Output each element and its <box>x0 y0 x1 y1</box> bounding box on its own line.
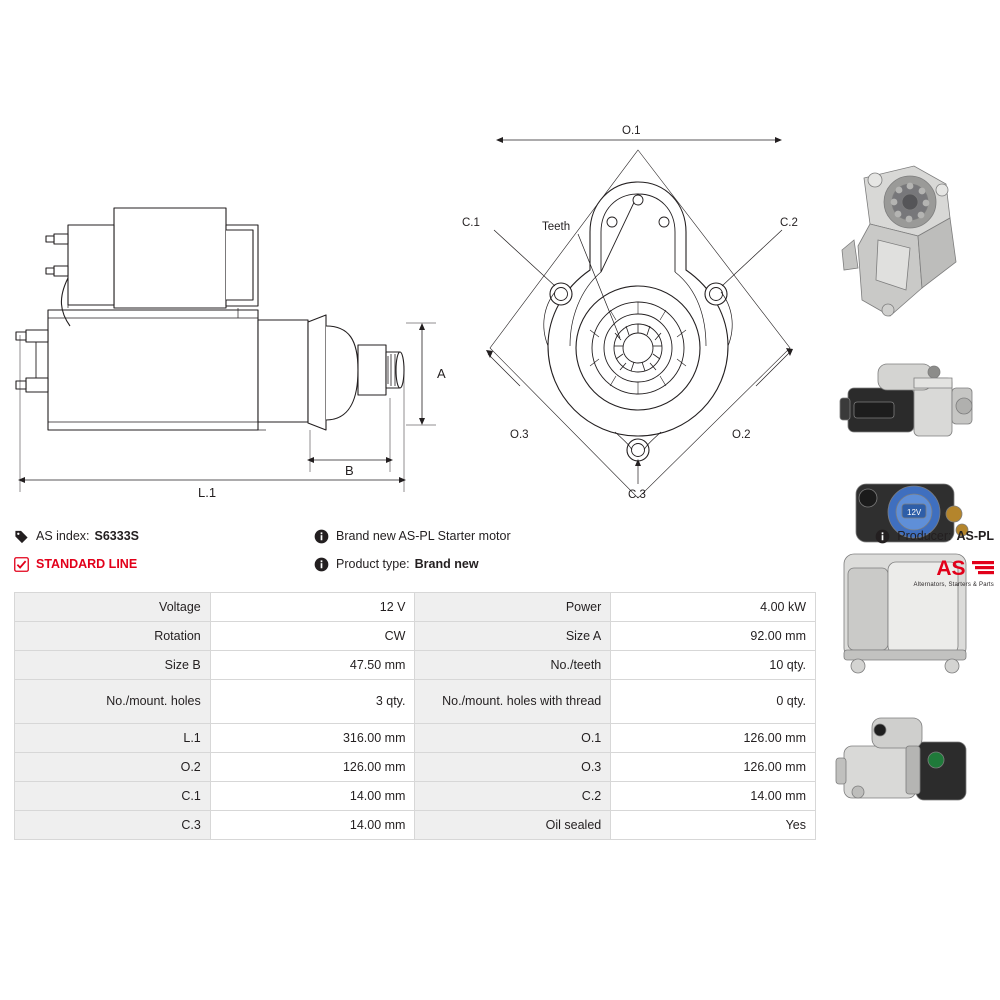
as-pl-logo <box>876 558 994 592</box>
spec-label-right: Oil sealed <box>415 811 611 840</box>
spec-label-right: O.1 <box>415 724 611 753</box>
spec-value-right: 10 qty. <box>611 651 816 680</box>
as-pl-logo-bars <box>972 560 994 581</box>
checkbox-checked-icon <box>14 557 29 572</box>
standard-line-label: STANDARD LINE <box>36 557 138 571</box>
spec-label-left: No./mount. holes <box>15 680 211 724</box>
starter-photo-rear-view[interactable] <box>818 702 994 822</box>
spec-value-left: 316.00 mm <box>210 724 415 753</box>
producer-row <box>694 528 994 544</box>
svg-text:C.1: C.1 <box>462 217 480 229</box>
description-text: Brand new AS-PL Starter motor <box>336 529 511 543</box>
front-view-drawing <box>460 120 820 520</box>
svg-text:A: A <box>437 366 446 381</box>
spec-label-right: Size A <box>415 622 611 651</box>
spec-row <box>15 782 816 811</box>
info-icon <box>314 557 329 572</box>
spec-label-right: C.2 <box>415 782 611 811</box>
producer-label: Producer: <box>897 529 952 543</box>
spec-label-right: No./mount. holes with thread <box>415 680 611 724</box>
spec-value-left: 14.00 mm <box>210 811 415 840</box>
starter-photo-angled-top[interactable] <box>818 140 994 340</box>
standard-line-row <box>14 556 314 572</box>
specification-table-body <box>15 593 816 840</box>
spec-label-left: Voltage <box>15 593 211 622</box>
spec-value-right: 126.00 mm <box>611 753 816 782</box>
spec-row <box>15 724 816 753</box>
spec-label-left: C.3 <box>15 811 211 840</box>
spec-row <box>15 680 816 724</box>
svg-text:B: B <box>345 463 354 478</box>
specification-table <box>14 592 816 840</box>
starter-photo-side-black[interactable] <box>818 344 994 454</box>
as-pl-logo-mark: AS <box>936 557 966 580</box>
product-type-label: Product type: <box>336 557 410 571</box>
spec-value-left: 47.50 mm <box>210 651 415 680</box>
spec-row <box>15 622 816 651</box>
product-type-value: Brand new <box>414 557 479 571</box>
spec-label-left: C.1 <box>15 782 211 811</box>
spec-row <box>15 593 816 622</box>
spec-value-right: 4.00 kW <box>611 593 816 622</box>
spec-label-right: No./teeth <box>415 651 611 680</box>
spec-value-right: 92.00 mm <box>611 622 816 651</box>
svg-text:O.3: O.3 <box>510 429 529 441</box>
side-view-drawing <box>8 130 458 510</box>
product-type-row <box>314 556 694 572</box>
spec-label-right: Power <box>415 593 611 622</box>
spec-value-left: 12 V <box>210 593 415 622</box>
info-icon <box>875 529 890 544</box>
svg-text:O.1: O.1 <box>622 125 641 137</box>
product-photo-strip <box>818 140 994 826</box>
spec-label-left: O.2 <box>15 753 211 782</box>
tag-icon <box>14 529 29 544</box>
spec-value-left: CW <box>210 622 415 651</box>
spec-value-left: 3 qty. <box>210 680 415 724</box>
spec-label-left: L.1 <box>15 724 211 753</box>
spec-value-right: 0 qty. <box>611 680 816 724</box>
spec-label-left: Rotation <box>15 622 211 651</box>
as-index-label: AS index: <box>36 529 90 543</box>
as-index-value: S6333S <box>94 529 139 543</box>
svg-text:O.2: O.2 <box>732 429 751 441</box>
as-index-row <box>14 528 314 544</box>
product-info <box>14 528 994 589</box>
spec-label-right: O.3 <box>415 753 611 782</box>
svg-text:Teeth: Teeth <box>542 221 571 233</box>
as-pl-logo-tagline: Alternators, Starters & Parts <box>913 582 994 589</box>
spec-row <box>15 753 816 782</box>
spec-value-right: 126.00 mm <box>611 724 816 753</box>
info-icon <box>314 529 329 544</box>
svg-text:12V: 12V <box>907 508 922 517</box>
description-row <box>314 528 694 544</box>
spec-value-left: 126.00 mm <box>210 753 415 782</box>
spec-row <box>15 651 816 680</box>
spec-value-left: 14.00 mm <box>210 782 415 811</box>
svg-text:L.1: L.1 <box>198 485 217 500</box>
spec-label-left: Size B <box>15 651 211 680</box>
svg-text:C.2: C.2 <box>780 217 798 229</box>
producer-value: AS-PL <box>956 529 994 543</box>
spec-row <box>15 811 816 840</box>
spec-value-right: Yes <box>611 811 816 840</box>
svg-text:C.3: C.3 <box>628 489 646 501</box>
spec-value-right: 14.00 mm <box>611 782 816 811</box>
